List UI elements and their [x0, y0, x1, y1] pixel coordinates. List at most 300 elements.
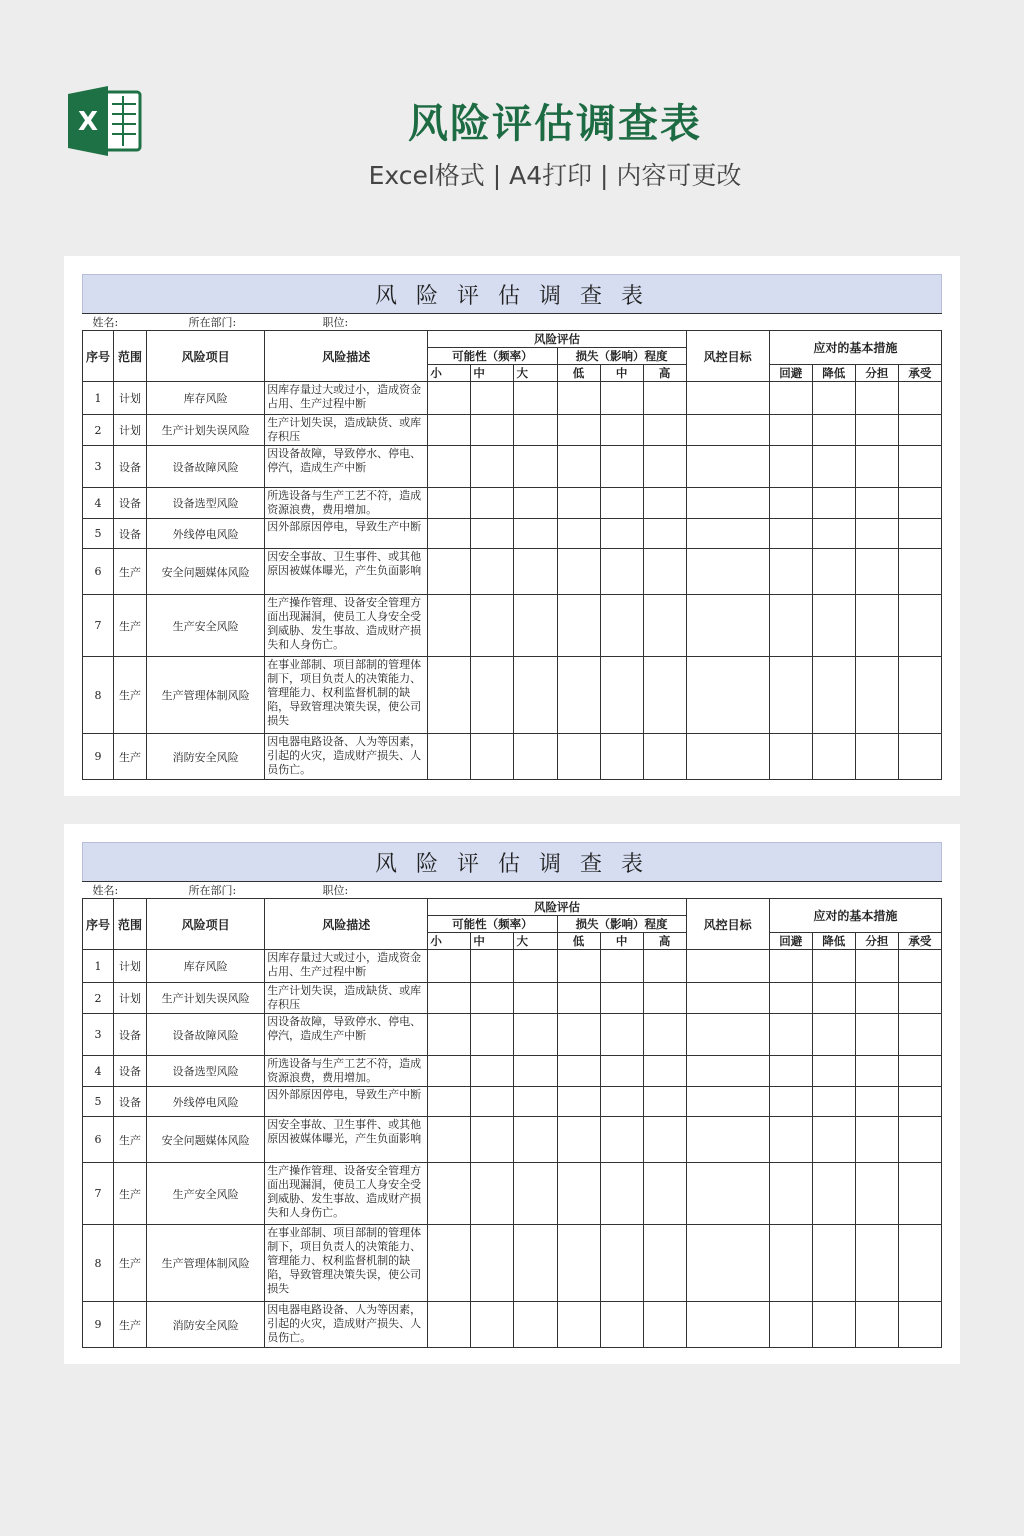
empty-cell[interactable]: [643, 488, 686, 519]
empty-cell[interactable]: [898, 446, 941, 488]
empty-cell[interactable]: [643, 950, 686, 983]
empty-cell[interactable]: [557, 1014, 600, 1056]
empty-cell[interactable]: [514, 415, 557, 446]
empty-cell[interactable]: [769, 734, 812, 780]
empty-cell[interactable]: [686, 1117, 769, 1163]
header-item: 风险项目: [147, 899, 265, 950]
measure-share: 分担: [855, 365, 898, 382]
row-item: 生产管理体制风险: [147, 657, 265, 734]
row-item: 设备故障风险: [147, 446, 265, 488]
empty-cell[interactable]: [812, 488, 855, 519]
empty-cell[interactable]: [769, 415, 812, 446]
empty-cell[interactable]: [600, 519, 643, 549]
empty-cell[interactable]: [769, 1163, 812, 1225]
row-desc: 生产计划失误，造成缺货、或库存积压: [265, 983, 428, 1014]
empty-cell[interactable]: [428, 595, 471, 657]
empty-cell[interactable]: [812, 950, 855, 983]
level-small: 小: [428, 365, 471, 382]
empty-cell[interactable]: [643, 415, 686, 446]
empty-cell[interactable]: [812, 1117, 855, 1163]
empty-cell[interactable]: [812, 1225, 855, 1302]
empty-cell[interactable]: [428, 1225, 471, 1302]
row-scope: 设备: [114, 519, 147, 549]
empty-cell[interactable]: [812, 1087, 855, 1117]
empty-cell[interactable]: [514, 1163, 557, 1225]
empty-cell[interactable]: [600, 1225, 643, 1302]
empty-cell[interactable]: [471, 549, 514, 595]
row-item: 消防安全风险: [147, 734, 265, 780]
level-large: 大: [514, 365, 557, 382]
empty-cell[interactable]: [600, 446, 643, 488]
empty-cell[interactable]: [686, 488, 769, 519]
empty-cell[interactable]: [643, 1014, 686, 1056]
empty-cell[interactable]: [471, 446, 514, 488]
empty-cell[interactable]: [600, 1117, 643, 1163]
row-no: 7: [83, 595, 114, 657]
header-measures: 应对的基本措施: [769, 899, 941, 933]
empty-cell[interactable]: [898, 1056, 941, 1087]
empty-cell[interactable]: [898, 1014, 941, 1056]
empty-cell[interactable]: [812, 446, 855, 488]
empty-cell[interactable]: [428, 1163, 471, 1225]
row-desc: 因外部原因停电，导致生产中断: [265, 519, 428, 549]
empty-cell[interactable]: [855, 1087, 898, 1117]
empty-cell[interactable]: [769, 1087, 812, 1117]
empty-cell[interactable]: [643, 1117, 686, 1163]
row-no: 8: [83, 657, 114, 734]
level-medium: 中: [471, 365, 514, 382]
table-row: [83, 1014, 942, 1056]
empty-cell[interactable]: [600, 950, 643, 983]
empty-cell[interactable]: [428, 519, 471, 549]
empty-cell[interactable]: [600, 595, 643, 657]
empty-cell[interactable]: [898, 950, 941, 983]
empty-cell[interactable]: [769, 657, 812, 734]
empty-cell[interactable]: [514, 1056, 557, 1087]
empty-cell[interactable]: [471, 657, 514, 734]
empty-cell[interactable]: [514, 1225, 557, 1302]
empty-cell[interactable]: [514, 595, 557, 657]
empty-cell[interactable]: [855, 595, 898, 657]
row-no: 4: [83, 1056, 114, 1087]
empty-cell[interactable]: [557, 983, 600, 1014]
empty-cell[interactable]: [428, 488, 471, 519]
level-large: 大: [514, 933, 557, 950]
empty-cell[interactable]: [600, 488, 643, 519]
empty-cell[interactable]: [643, 1056, 686, 1087]
measure-accept: 承受: [898, 933, 941, 950]
row-no: 1: [83, 382, 114, 415]
row-scope: 生产: [114, 657, 147, 734]
empty-cell[interactable]: [769, 1056, 812, 1087]
row-desc: 因电器电路设备、人为等因素，引起的火灾，造成财产损失、人员伤亡。: [265, 1302, 428, 1348]
header-scope: 范围: [114, 331, 147, 382]
row-desc: 所选设备与生产工艺不符，造成资源浪费，费用增加。: [265, 1056, 428, 1087]
empty-cell[interactable]: [812, 983, 855, 1014]
row-item: 设备选型风险: [147, 1056, 265, 1087]
empty-cell[interactable]: [600, 983, 643, 1014]
empty-cell[interactable]: [855, 1163, 898, 1225]
empty-cell[interactable]: [428, 657, 471, 734]
row-scope: 生产: [114, 595, 147, 657]
empty-cell[interactable]: [557, 415, 600, 446]
empty-cell[interactable]: [643, 446, 686, 488]
empty-cell[interactable]: [514, 734, 557, 780]
row-item: 外线停电风险: [147, 1087, 265, 1117]
empty-cell[interactable]: [812, 1163, 855, 1225]
empty-cell[interactable]: [514, 950, 557, 983]
row-desc: 因电器电路设备、人为等因素，引起的火灾，造成财产损失、人员伤亡。: [265, 734, 428, 780]
row-no: 2: [83, 983, 114, 1014]
row-scope: 设备: [114, 1014, 147, 1056]
level-small: 小: [428, 933, 471, 950]
empty-cell[interactable]: [898, 1302, 941, 1348]
dept-label: 所在部门:: [188, 316, 237, 329]
header-likelihood: 可能性（频率）: [428, 348, 557, 365]
empty-cell[interactable]: [557, 382, 600, 415]
empty-cell[interactable]: [428, 382, 471, 415]
page-header: [0, 0, 1024, 240]
empty-cell[interactable]: [769, 1014, 812, 1056]
empty-cell[interactable]: [643, 1163, 686, 1225]
empty-cell[interactable]: [557, 950, 600, 983]
empty-cell[interactable]: [769, 1117, 812, 1163]
table-title: 风 险 评 估 调 查 表: [83, 275, 942, 314]
row-no: 5: [83, 519, 114, 549]
empty-cell[interactable]: [686, 519, 769, 549]
table-row: [83, 1087, 942, 1117]
empty-cell[interactable]: [898, 382, 941, 415]
table-row: [83, 549, 942, 595]
header-desc: 风险描述: [265, 331, 428, 382]
empty-cell[interactable]: [686, 657, 769, 734]
row-item: 库存风险: [147, 382, 265, 415]
empty-cell[interactable]: [686, 1302, 769, 1348]
row-item: 生产计划失误风险: [147, 415, 265, 446]
empty-cell[interactable]: [557, 519, 600, 549]
empty-cell[interactable]: [428, 1056, 471, 1087]
empty-cell[interactable]: [514, 519, 557, 549]
empty-cell[interactable]: [471, 1056, 514, 1087]
empty-cell[interactable]: [855, 1014, 898, 1056]
empty-cell[interactable]: [855, 950, 898, 983]
empty-cell[interactable]: [898, 657, 941, 734]
level-high: 高: [643, 933, 686, 950]
table-row: [83, 446, 942, 488]
position-label: 职位:: [322, 884, 349, 897]
empty-cell[interactable]: [600, 549, 643, 595]
empty-cell[interactable]: [855, 1302, 898, 1348]
row-item: 安全问题媒体风险: [147, 549, 265, 595]
empty-cell[interactable]: [557, 549, 600, 595]
table-row: [83, 382, 942, 415]
measure-avoid: 回避: [769, 365, 812, 382]
table-row: [83, 983, 942, 1014]
row-scope: 生产: [114, 1163, 147, 1225]
table-row: [83, 950, 942, 983]
empty-cell[interactable]: [600, 657, 643, 734]
empty-cell[interactable]: [471, 415, 514, 446]
empty-cell[interactable]: [557, 595, 600, 657]
empty-cell[interactable]: [855, 734, 898, 780]
sheet-preview-1: [64, 256, 960, 796]
row-item: 库存风险: [147, 950, 265, 983]
empty-cell[interactable]: [643, 595, 686, 657]
empty-cell[interactable]: [471, 950, 514, 983]
empty-cell[interactable]: [769, 1302, 812, 1348]
empty-cell[interactable]: [686, 950, 769, 983]
empty-cell[interactable]: [643, 657, 686, 734]
empty-cell[interactable]: [898, 1163, 941, 1225]
risk-table-container: [82, 842, 942, 1348]
empty-cell[interactable]: [812, 1014, 855, 1056]
empty-cell[interactable]: [428, 734, 471, 780]
empty-cell[interactable]: [643, 382, 686, 415]
empty-cell[interactable]: [855, 488, 898, 519]
empty-cell[interactable]: [686, 382, 769, 415]
empty-cell[interactable]: [428, 446, 471, 488]
empty-cell[interactable]: [769, 950, 812, 983]
empty-cell[interactable]: [514, 1117, 557, 1163]
row-no: 7: [83, 1163, 114, 1225]
empty-cell[interactable]: [643, 734, 686, 780]
row-no: 6: [83, 1117, 114, 1163]
info-row: [83, 882, 942, 899]
empty-cell[interactable]: [769, 983, 812, 1014]
table-row: [83, 1225, 942, 1302]
empty-cell[interactable]: [557, 446, 600, 488]
row-scope: 生产: [114, 734, 147, 780]
row-scope: 设备: [114, 1087, 147, 1117]
empty-cell[interactable]: [428, 415, 471, 446]
empty-cell[interactable]: [471, 488, 514, 519]
measure-share: 分担: [855, 933, 898, 950]
empty-cell[interactable]: [898, 415, 941, 446]
empty-cell[interactable]: [686, 1225, 769, 1302]
empty-cell[interactable]: [514, 983, 557, 1014]
row-item: 生产管理体制风险: [147, 1225, 265, 1302]
empty-cell[interactable]: [471, 1225, 514, 1302]
empty-cell[interactable]: [514, 1302, 557, 1348]
empty-cell[interactable]: [898, 519, 941, 549]
level-mid: 中: [600, 933, 643, 950]
empty-cell[interactable]: [428, 1302, 471, 1348]
header-measures: 应对的基本措施: [769, 331, 941, 365]
header-target: 风控目标: [686, 899, 769, 950]
page-subtitle: Excel格式 | A4打印 | 内容可更改: [368, 161, 742, 190]
empty-cell[interactable]: [769, 549, 812, 595]
empty-cell[interactable]: [898, 1225, 941, 1302]
empty-cell[interactable]: [812, 1056, 855, 1087]
empty-cell[interactable]: [600, 415, 643, 446]
empty-cell[interactable]: [600, 1163, 643, 1225]
empty-cell[interactable]: [855, 1056, 898, 1087]
empty-cell[interactable]: [769, 382, 812, 415]
empty-cell[interactable]: [769, 1225, 812, 1302]
empty-cell[interactable]: [855, 549, 898, 595]
empty-cell[interactable]: [428, 950, 471, 983]
empty-cell[interactable]: [471, 1014, 514, 1056]
empty-cell[interactable]: [769, 519, 812, 549]
empty-cell[interactable]: [643, 549, 686, 595]
empty-cell[interactable]: [812, 415, 855, 446]
empty-cell[interactable]: [428, 549, 471, 595]
empty-cell[interactable]: [471, 983, 514, 1014]
empty-cell[interactable]: [812, 382, 855, 415]
row-desc: 在事业部制、项目部制的管理体制下，项目负责人的决策能力、管理能力、权利监督机制的缺陷，导致管理决策失误，使公司损失: [265, 657, 428, 734]
empty-cell[interactable]: [514, 1087, 557, 1117]
empty-cell[interactable]: [898, 983, 941, 1014]
header-scope: 范围: [114, 899, 147, 950]
row-item: 设备选型风险: [147, 488, 265, 519]
empty-cell[interactable]: [557, 734, 600, 780]
empty-cell[interactable]: [428, 1117, 471, 1163]
row-desc: 所选设备与生产工艺不符，造成资源浪费，费用增加。: [265, 488, 428, 519]
empty-cell[interactable]: [686, 549, 769, 595]
empty-cell[interactable]: [557, 1302, 600, 1348]
empty-cell[interactable]: [471, 1163, 514, 1225]
empty-cell[interactable]: [769, 488, 812, 519]
empty-cell[interactable]: [686, 983, 769, 1014]
empty-cell[interactable]: [471, 519, 514, 549]
level-high: 高: [643, 365, 686, 382]
empty-cell[interactable]: [643, 1087, 686, 1117]
empty-cell[interactable]: [557, 488, 600, 519]
empty-cell[interactable]: [686, 446, 769, 488]
risk-table: [82, 274, 942, 780]
empty-cell[interactable]: [514, 549, 557, 595]
position-label: 职位:: [322, 316, 349, 329]
empty-cell[interactable]: [855, 415, 898, 446]
name-label: 姓名:: [92, 316, 119, 329]
row-item: 设备故障风险: [147, 1014, 265, 1056]
header-assessment: 风险评估: [428, 331, 686, 348]
row-no: 3: [83, 446, 114, 488]
empty-cell[interactable]: [643, 1302, 686, 1348]
empty-cell[interactable]: [428, 1087, 471, 1117]
empty-cell[interactable]: [471, 382, 514, 415]
empty-cell[interactable]: [898, 549, 941, 595]
empty-cell[interactable]: [600, 1014, 643, 1056]
empty-cell[interactable]: [855, 446, 898, 488]
empty-cell[interactable]: [557, 1117, 600, 1163]
empty-cell[interactable]: [428, 1014, 471, 1056]
empty-cell[interactable]: [686, 415, 769, 446]
empty-cell[interactable]: [471, 1117, 514, 1163]
empty-cell[interactable]: [514, 382, 557, 415]
table-row: [83, 657, 942, 734]
empty-cell[interactable]: [514, 446, 557, 488]
empty-cell[interactable]: [812, 1302, 855, 1348]
empty-cell[interactable]: [855, 1117, 898, 1163]
empty-cell[interactable]: [600, 1302, 643, 1348]
empty-cell[interactable]: [643, 519, 686, 549]
empty-cell[interactable]: [557, 1163, 600, 1225]
row-scope: 计划: [114, 983, 147, 1014]
empty-cell[interactable]: [471, 1302, 514, 1348]
row-scope: 计划: [114, 415, 147, 446]
empty-cell[interactable]: [471, 595, 514, 657]
level-medium: 中: [471, 933, 514, 950]
empty-cell[interactable]: [898, 734, 941, 780]
row-no: 6: [83, 549, 114, 595]
empty-cell[interactable]: [686, 1056, 769, 1087]
row-scope: 生产: [114, 1117, 147, 1163]
empty-cell[interactable]: [600, 382, 643, 415]
empty-cell[interactable]: [643, 983, 686, 1014]
empty-cell[interactable]: [898, 595, 941, 657]
level-mid: 中: [600, 365, 643, 382]
empty-cell[interactable]: [557, 1225, 600, 1302]
empty-cell[interactable]: [686, 734, 769, 780]
dept-label: 所在部门:: [188, 884, 237, 897]
table-row: [83, 519, 942, 549]
row-scope: 设备: [114, 488, 147, 519]
row-item: 生产安全风险: [147, 595, 265, 657]
row-desc: 生产操作管理、设备安全管理方面出现漏洞，使员工人身安全受到威胁、发生事故、造成财产损失和人身伤亡。: [265, 595, 428, 657]
empty-cell[interactable]: [855, 382, 898, 415]
empty-cell[interactable]: [643, 1225, 686, 1302]
empty-cell[interactable]: [769, 446, 812, 488]
empty-cell[interactable]: [471, 1087, 514, 1117]
row-no: 4: [83, 488, 114, 519]
empty-cell[interactable]: [855, 519, 898, 549]
empty-cell[interactable]: [812, 519, 855, 549]
empty-cell[interactable]: [686, 595, 769, 657]
row-desc: 因外部原因停电，导致生产中断: [265, 1087, 428, 1117]
empty-cell[interactable]: [686, 1087, 769, 1117]
row-desc: 生产计划失误，造成缺货、或库存积压: [265, 415, 428, 446]
empty-cell[interactable]: [471, 734, 514, 780]
row-item: 外线停电风险: [147, 519, 265, 549]
empty-cell[interactable]: [514, 657, 557, 734]
empty-cell[interactable]: [600, 1056, 643, 1087]
empty-cell[interactable]: [898, 1117, 941, 1163]
svg-text:X: X: [77, 107, 99, 137]
empty-cell[interactable]: [686, 1163, 769, 1225]
row-scope: 设备: [114, 446, 147, 488]
empty-cell[interactable]: [855, 657, 898, 734]
empty-cell[interactable]: [812, 734, 855, 780]
empty-cell[interactable]: [557, 657, 600, 734]
row-item: 生产安全风险: [147, 1163, 265, 1225]
row-desc: 因库存量过大或过小，造成资金占用、生产过程中断: [265, 950, 428, 983]
empty-cell[interactable]: [812, 549, 855, 595]
table-title: 风 险 评 估 调 查 表: [83, 843, 942, 882]
row-desc: 生产操作管理、设备安全管理方面出现漏洞，使员工人身安全受到威胁、发生事故、造成财产损失和人身伤亡。: [265, 1163, 428, 1225]
empty-cell[interactable]: [600, 1087, 643, 1117]
empty-cell[interactable]: [514, 1014, 557, 1056]
empty-cell[interactable]: [812, 595, 855, 657]
empty-cell[interactable]: [769, 595, 812, 657]
header-assessment: 风险评估: [428, 899, 686, 916]
empty-cell[interactable]: [557, 1056, 600, 1087]
row-desc: 因设备故障，导致停水、停电、停汽，造成生产中断: [265, 1014, 428, 1056]
empty-cell[interactable]: [557, 1087, 600, 1117]
empty-cell[interactable]: [898, 488, 941, 519]
empty-cell[interactable]: [600, 734, 643, 780]
empty-cell[interactable]: [686, 1014, 769, 1056]
empty-cell[interactable]: [428, 983, 471, 1014]
empty-cell[interactable]: [855, 1225, 898, 1302]
empty-cell[interactable]: [514, 488, 557, 519]
empty-cell[interactable]: [855, 983, 898, 1014]
row-scope: 计划: [114, 950, 147, 983]
empty-cell[interactable]: [812, 657, 855, 734]
row-item: 安全问题媒体风险: [147, 1117, 265, 1163]
empty-cell[interactable]: [898, 1087, 941, 1117]
row-scope: 生产: [114, 549, 147, 595]
